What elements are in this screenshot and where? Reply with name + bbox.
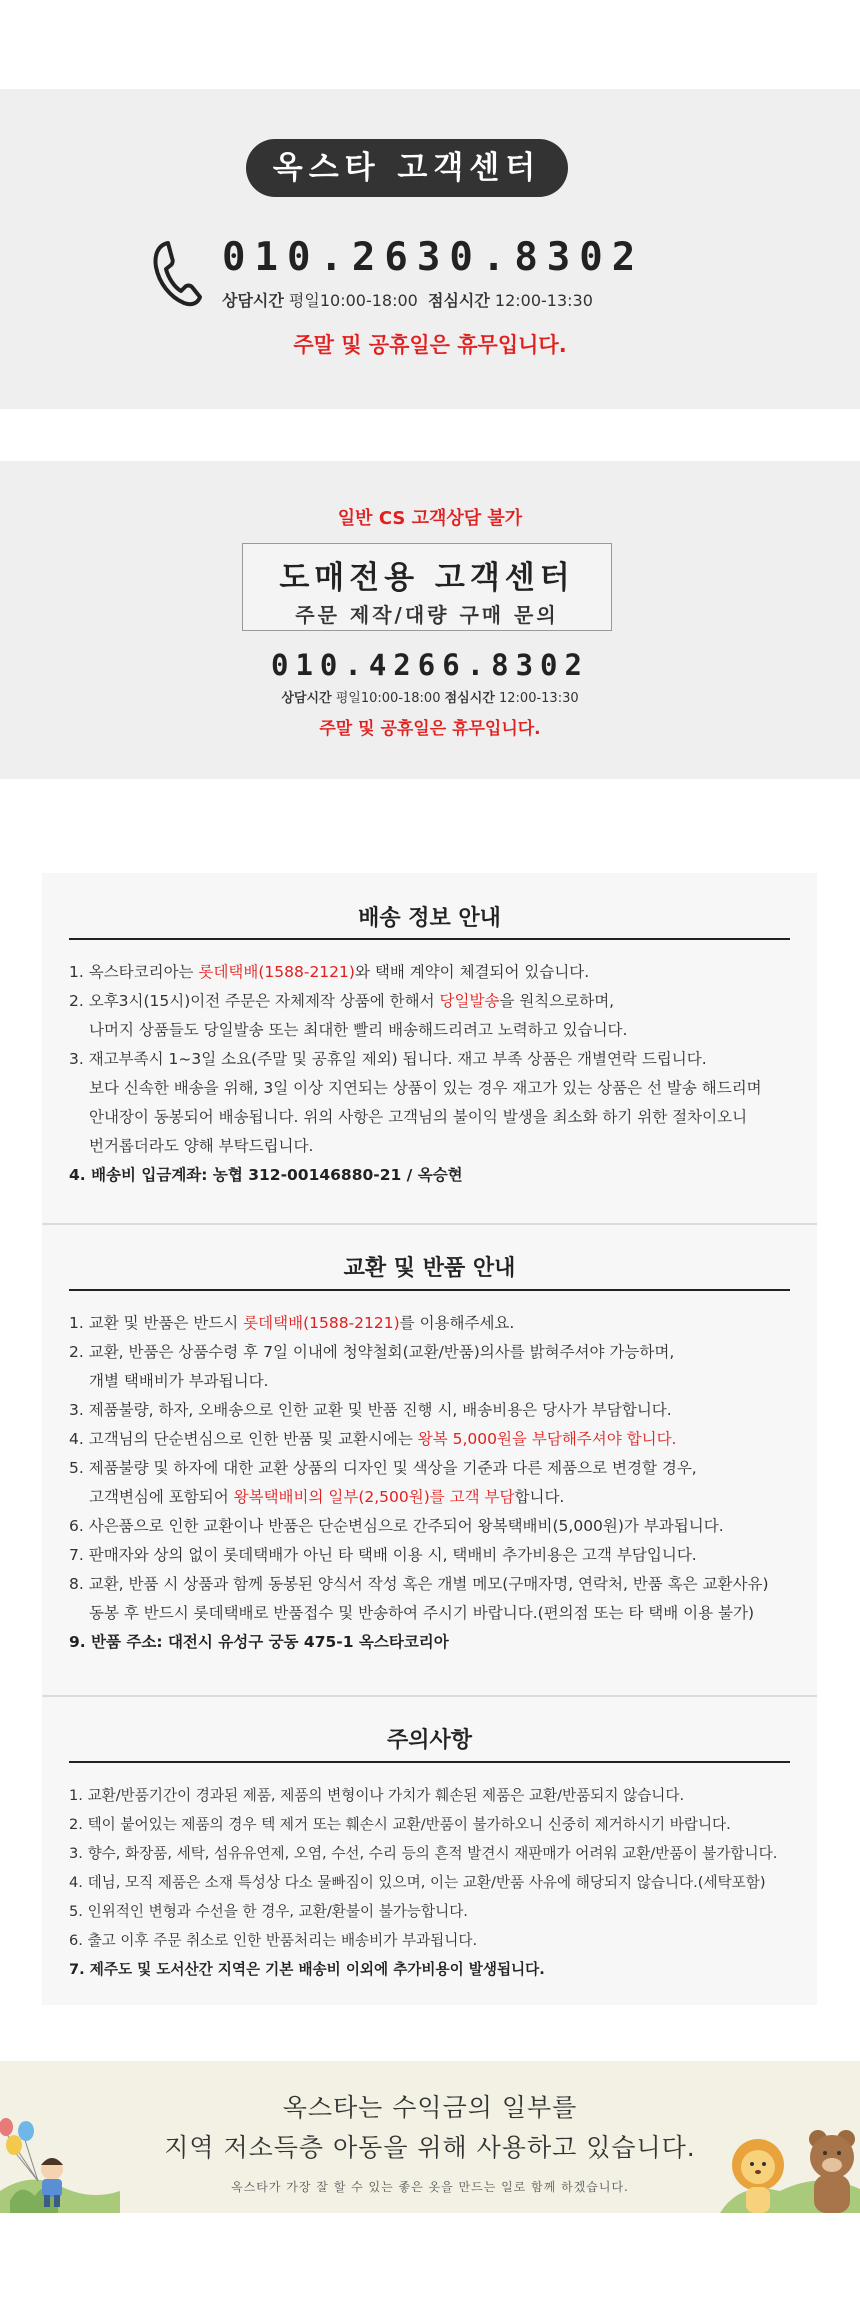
shipping-list: [69, 958, 799, 1190]
wholesale-subtitle: 주문 제작/대량 구매 문의: [295, 603, 559, 627]
list-item: 3. 향수, 화장품, 세탁, 섬유유연제, 오염, 수선, 수리 등의 흔적 발견시 재판매가 어려워 교환/반품이 불가합니다.: [69, 1845, 778, 1862]
list-item: 보다 신속한 배송을 위해, 3일 이상 지연되는 상품이 있는 경우 재고가 있는 상품은 선 발송 해드리며: [89, 1079, 762, 1097]
exchange-list: [69, 1309, 799, 1657]
charity-line-1: 옥스타는 수익금의 일부를: [282, 2093, 578, 2122]
caution-section: [42, 1695, 817, 2005]
list-item: 8. 교환, 반품 시 상품과 함께 동봉된 양식서 작성 혹은 개별 메모(구매자명, 연락처, 반품 혹은 교환사유): [69, 1575, 769, 1593]
list-item: 2. 교환, 반품은 상품수령 후 7일 이내에 청약철회(교환/반품)의사를 밝혀주셔야 가능하며,: [69, 1343, 675, 1361]
list-item: 고객변심에 포함되어 왕복택배비의 일부(2,500원)를 고객 부담합니다.: [89, 1488, 565, 1506]
list-item: 안내장이 동봉되어 배송됩니다. 위의 사항은 고객님의 불이익 발생을 최소화 하기 위한 절차이오니: [89, 1108, 748, 1126]
list-item: 동봉 후 반드시 롯데택배로 반품접수 및 반송하여 주시기 바랍니다.(편의점 또는 타 택배 이용 불가): [89, 1604, 755, 1622]
charity-banner: [0, 2061, 860, 2213]
list-item: 나머지 상품들도 당일발송 또는 최대한 빨리 배송해드리려고 노력하고 있습니다.: [89, 1021, 628, 1039]
list-item: 5. 인위적인 변형과 수선을 한 경우, 교환/환불이 불가능합니다.: [69, 1903, 468, 1920]
list-item: 1. 옥스타코리아는 롯데택배(1588-2121)와 택배 계약이 체결되어 있습니다.: [69, 963, 590, 981]
charity-line-3: 옥스타가 가장 잘 할 수 있는 좋은 옷을 만드는 일로 함께 하겠습니다.: [231, 2180, 629, 2194]
wholesale-hours: 상담시간 평일10:00-18:00 점심시간 12:00-13:30: [281, 691, 579, 706]
list-item: 7. 판매자와 상의 없이 롯데택배가 아닌 타 택배 이용 시, 택배비 추가비용은 고객 부담입니다.: [69, 1546, 697, 1564]
customer-center-panel: [0, 89, 860, 409]
section-title: 교환 및 반품 안내: [343, 1256, 516, 1281]
lion-and-bear-illustration: [700, 2061, 860, 2213]
customer-center-phone[interactable]: 010.2630.8302: [222, 235, 645, 280]
exchange-section: [42, 1223, 817, 1695]
holiday-notice: 주말 및 공휴일은 휴무입니다.: [293, 333, 567, 357]
list-item: 1. 교환 및 반품은 반드시 롯데택배(1588-2121)를 이용해주세요.: [69, 1314, 515, 1332]
list-item: 6. 출고 이후 주문 취소로 인한 반품처리는 배송비가 부과됩니다.: [69, 1932, 478, 1949]
section-divider: [69, 1761, 790, 1763]
section-divider: [69, 938, 790, 940]
caution-list: [69, 1781, 799, 1984]
list-item: 1. 교환/반품기간이 경과된 제품, 제품의 변형이나 가치가 훼손된 제품은 교환/반품되지 않습니다.: [69, 1787, 685, 1804]
list-item: 9. 반품 주소: 대전시 유성구 궁동 475-1 옥스타코리아: [69, 1633, 449, 1651]
wholesale-title: 도매전용 고객센터: [279, 560, 575, 596]
wholesale-title-box: [242, 543, 612, 631]
general-cs-notice: 일반 CS 고객상담 불가: [337, 508, 523, 529]
list-item: 4. 배송비 입금계좌: 농협 312-00146880-21 / 옥승현: [69, 1166, 463, 1184]
list-item: 2. 텍이 붙어있는 제품의 경우 텍 제거 또는 훼손시 교환/반품이 불가하오니 신중히 제거하시기 바랍니다.: [69, 1816, 731, 1833]
wholesale-phone[interactable]: 010.4266.8302: [271, 648, 589, 682]
section-divider: [69, 1289, 790, 1291]
list-item: 4. 고객님의 단순변심으로 인한 반품 및 교환시에는 왕복 5,000원을 부담해주셔야 합니다.: [69, 1430, 677, 1448]
list-item: 4. 데님, 모직 제품은 소재 특성상 다소 물빠짐이 있으며, 이는 교환/반품 사유에 해당되지 않습니다.(세탁포함): [69, 1874, 766, 1891]
info-panel: [42, 873, 817, 2005]
list-item: 6. 사은품으로 인한 교환이나 반품은 단순변심으로 간주되어 왕복택배비(5,000원)가 부과됩니다.: [69, 1517, 724, 1535]
section-title: 주의사항: [386, 1728, 472, 1753]
holiday-notice: 주말 및 공휴일은 휴무입니다.: [319, 719, 541, 739]
phone-icon: [148, 239, 206, 309]
charity-line-2: 지역 저소득층 아동을 위해 사용하고 있습니다.: [164, 2133, 696, 2162]
list-item: 3. 제품불량, 하자, 오배송으로 인한 교환 및 반품 진행 시, 배송비용은 당사가 부담합니다.: [69, 1401, 672, 1419]
customer-center-title: 옥스타 고객센터: [246, 139, 568, 197]
list-item: 7. 제주도 및 도서산간 지역은 기본 배송비 이외에 추가비용이 발생됩니다.: [69, 1961, 545, 1978]
list-item: 번거롭더라도 양해 부탁드립니다.: [89, 1137, 314, 1155]
shipping-section: [42, 873, 817, 1223]
list-item: 5. 제품불량 및 하자에 대한 교환 상품의 디자인 및 색상을 기준과 다른 제품으로 변경할 경우,: [69, 1459, 697, 1477]
wholesale-center-panel: [0, 461, 860, 779]
list-item: 개별 택배비가 부과됩니다.: [89, 1372, 269, 1390]
section-title: 배송 정보 안내: [358, 906, 501, 931]
list-item: 2. 오후3시(15시)이전 주문은 자체제작 상품에 한해서 당일발송을 원칙으로하며,: [69, 992, 615, 1010]
list-item: 3. 재고부족시 1~3일 소요(주말 및 공휴일 제외) 됩니다. 재고 부족 상품은 개별연락 드립니다.: [69, 1050, 707, 1068]
customer-center-hours: 상담시간 평일10:00-18:00 점심시간 12:00-13:30: [222, 291, 593, 310]
